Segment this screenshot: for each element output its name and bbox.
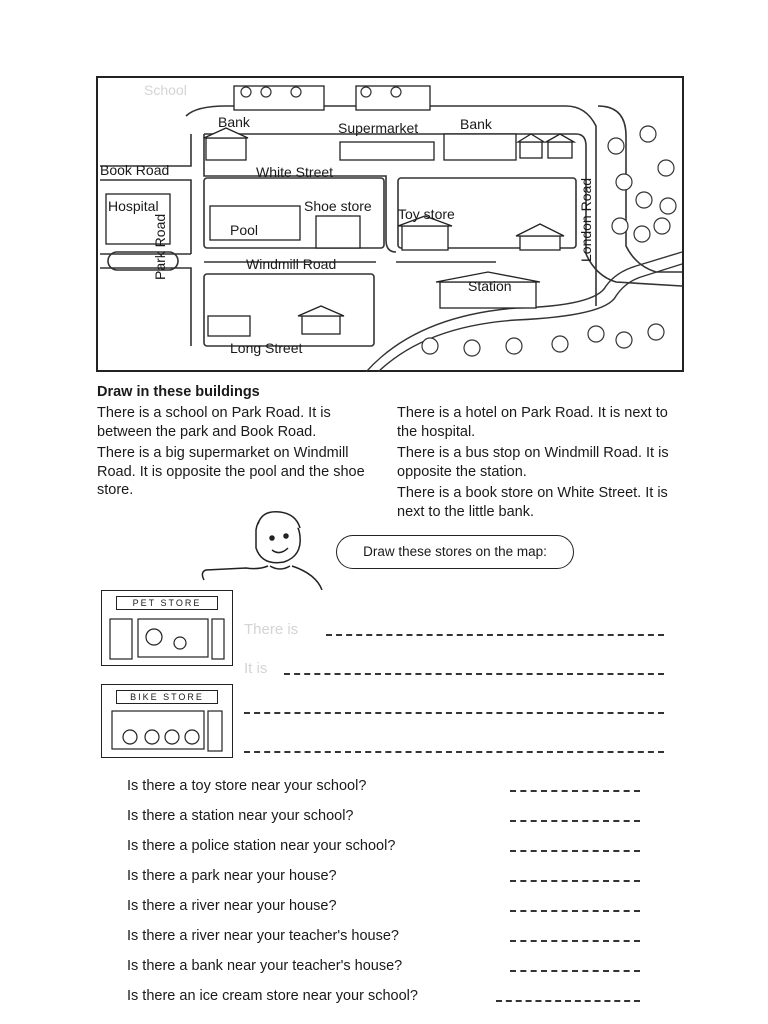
instructions-heading: Draw in these buildings xyxy=(97,384,260,400)
writing-line-1[interactable] xyxy=(326,634,664,636)
map-label-long-street: Long Street xyxy=(230,340,303,356)
pet-store-front xyxy=(108,613,226,661)
map-label-bank: Bank xyxy=(218,114,250,130)
answer-line-4[interactable] xyxy=(510,880,640,882)
writing-line-3[interactable] xyxy=(244,712,664,714)
map-label-windmill-road: Windmill Road xyxy=(246,256,337,272)
instruction-book-store: There is a book store on White Street. It is next to the little bank. xyxy=(397,485,668,520)
question-6: Is there a river near your teacher's house? xyxy=(127,928,399,944)
question-4: Is there a park near your house? xyxy=(127,868,337,884)
bike-store-illustration xyxy=(101,684,233,758)
question-8: Is there an ice cream store near your school? xyxy=(127,988,418,1004)
answer-line-1[interactable] xyxy=(510,790,640,792)
instruction-bus-stop: There is a bus stop on Windmill Road. It is opposite the station. xyxy=(397,445,669,480)
answer-line-3[interactable] xyxy=(510,850,640,852)
answer-line-7[interactable] xyxy=(510,970,640,972)
writing-prompt-there-is: There is xyxy=(244,621,299,638)
instruction-school: There is a school on Park Road. It is between the park and Book Road. xyxy=(97,405,331,440)
map-label-supermarket: Supermarket xyxy=(338,120,419,136)
instruction-supermarket: There is a big supermarket on Windmill Road. It is opposite the pool and the shoe store. xyxy=(97,445,365,498)
question-2: Is there a station near your school? xyxy=(127,808,354,824)
map-label-school: School xyxy=(144,82,187,98)
speech-bubble: Draw these stores on the map: xyxy=(336,535,574,569)
bike-store-sign: BIKE STORE xyxy=(116,690,218,704)
boy-illustration xyxy=(196,510,336,590)
writing-line-4[interactable] xyxy=(244,751,664,753)
bike-store-front xyxy=(108,707,226,753)
map-label-white-street: White Street xyxy=(256,164,334,180)
answer-line-5[interactable] xyxy=(510,910,640,912)
instructions-left xyxy=(97,404,387,503)
map-label-pool: Pool xyxy=(230,222,259,238)
map-label-london-road: London Road xyxy=(578,177,594,262)
pet-store-sign: PET STORE xyxy=(116,596,218,610)
question-7: Is there a bank near your teacher's house? xyxy=(127,958,403,974)
map-label-station: Station xyxy=(468,278,512,294)
pet-store-illustration xyxy=(101,590,233,666)
map-label-shoe-store: Shoe store xyxy=(304,198,372,214)
question-5: Is there a river near your house? xyxy=(127,898,337,914)
answer-line-6[interactable] xyxy=(510,940,640,942)
map-label-park-road: Park Road xyxy=(152,213,168,280)
writing-line-2[interactable] xyxy=(284,673,664,675)
answer-line-8[interactable] xyxy=(496,1000,640,1002)
question-1: Is there a toy store near your school? xyxy=(127,778,367,794)
map-label-bank-right: Bank xyxy=(460,116,492,132)
writing-prompt-it-is: It is xyxy=(244,660,268,677)
question-3: Is there a police station near your school? xyxy=(127,838,396,854)
instructions-right xyxy=(397,404,687,524)
answer-line-2[interactable] xyxy=(510,820,640,822)
map-label-book-road: Book Road xyxy=(100,162,170,178)
town-map xyxy=(96,76,684,372)
map-label-toy-store: Toy store xyxy=(398,206,455,222)
instruction-hotel: There is a hotel on Park Road. It is next to the hospital. xyxy=(397,405,668,440)
map-label-hospital: Hospital xyxy=(108,198,159,214)
